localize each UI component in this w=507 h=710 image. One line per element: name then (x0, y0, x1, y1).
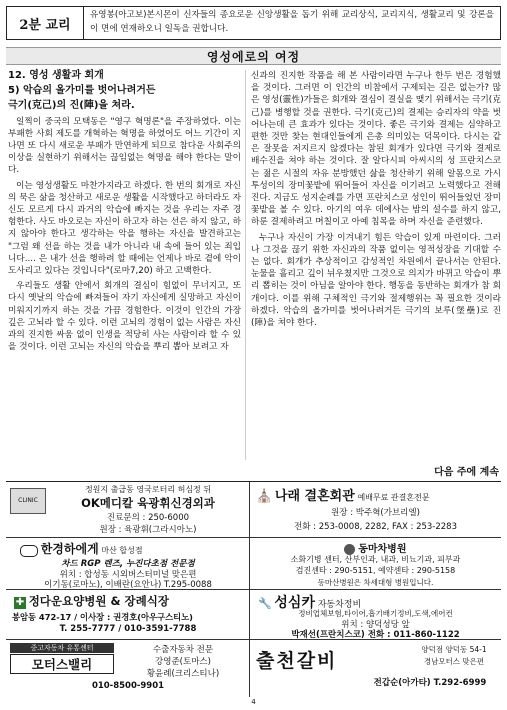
ad-person: 황윤례(크리스티나) (146, 669, 220, 679)
ad-wedding (250, 482, 501, 538)
ad-clinic (6, 482, 250, 538)
ad-person: 강영준(토마스) (155, 657, 211, 667)
article-title: 영성에로의 여정 (6, 47, 501, 65)
intro-text: 유영봉(아고보)본시몬이 신자들의 종요로운 신앙생활을 돕기 위해 교리상식, 교리지식, 생활교리 및 강론을 이 면에 연재하오니 일독을 권합니다. (90, 10, 494, 34)
subheading: 5) 악습의 올가미를 벗어나려거든 (8, 85, 156, 97)
ad-car-repair (250, 590, 501, 640)
ad-name: 정다운요양병원 & 장례식장 (28, 594, 169, 608)
ad-name: 출천갈비 (256, 650, 338, 672)
ad-location: 경남모터스 맞은편 (423, 657, 485, 666)
ad-specialty: 차드 RGP 렌즈, 누진다초점 전문점 (61, 559, 195, 569)
paragraph: 누구나 자신이 가장 이겨내기 힘든 악습이 있게 마련이다. 그러나 그것을 끊기 위한 자신과의 작품 없이는 영적성장을 기대할 수는 없다. 회개가 추상적이고 감성적인 차원에서 끝나서는 안된다. 눈물을 흘리고 깊이 뉘우쳤지만 그것으로 의지가 바뀌고 악습이 뿌리 뽑히는 것이 아님을 알아야 한다. 행동을 동반하는 회개가 참 회개이다. 이를 위해 구체적인 극기와 절제행위는 꼭 필요한 것이라 하겠다. 악습의 올가미를 벗어나려거든 극기의 보루(堡壘)로 진(陣)을 쳐야 한다. (251, 232, 501, 329)
paragraph: 이는 영성생활도 마찬가지라고 하겠다. 한 번의 회개로 자신의 묵은 삶을 청산하고 새로운 생활을 시작했다고 하더라도 자신도 모르게 다시 과거의 악습에 빠지는 것을 우리는 자주 경험한다. 사도 바오로는 자신이 하고자 하는 선은 하지 않고, 하지 않아야 한다고 생각하는 악을 행하는 자신을 발견하고는 "그럼 왜 선을 하는 것을 내가 아니라 내 속에 들어 있는 죄입니다.... 은 내가 선을 행하려 할 때에는 언제나 바로 곁에 악이 도사리고 있다는 것입니다"(로마7,20) 하고 고백한다. (8, 180, 241, 277)
glasses-icon (20, 545, 38, 557)
ad-hospital (250, 538, 501, 590)
ad-desc: 예배무료 관결혼전문 (357, 493, 430, 502)
ad-phone: 검진센타 : 290-5151, 예약센타 : 290-5158 (295, 566, 456, 575)
ad-person: 전갑순(아가타) T.292-6999 (373, 678, 487, 688)
page-number: 4 (251, 698, 256, 706)
header-box (6, 6, 501, 40)
ad-name: 동마차병원 (358, 544, 407, 555)
clinic-building-icon: CLINIC (10, 488, 46, 514)
ad-restaurant (250, 640, 501, 697)
ad-name: 한경하에게 (40, 542, 99, 556)
ad-name: 성심카 (274, 595, 315, 611)
ad-location: 위치 : 합성동 시외버스터미널 맞은편 (59, 570, 197, 580)
ad-phone: 전화 : 253-0008, 2282, FAX : 253-2283 (294, 522, 457, 532)
ad-slogan: 동마산병원은 차세대형 병원입니다. (317, 578, 434, 587)
subheading-2: 극기(克己)의 진(陣)을 쳐라. (8, 100, 135, 112)
ad-name: 모터스밸리 (10, 654, 114, 674)
paragraph: 일찍이 중국의 모택동은 "영구 혁명론"을 주장하였다. 이는 부패한 사회 제도를 개혁하는 혁명을 하였어도 어느 기간이 지나면 또 다시 새로운 부패가 만연하게 되므로 참다운 사회주의 이상을 실현하기 위해서는 끊임없는 혁명을 해야 한다는 말이다. (8, 116, 241, 176)
hospital-cross-icon: ✚ (15, 596, 25, 608)
ad-phone: 진료문의 : 250-6000 (106, 513, 190, 523)
continued-note: 다음 주에 계속 (434, 467, 499, 478)
article-left-column (8, 70, 241, 356)
ad-services: 정비업체보험,타이어,흡기배기정비,도색,에어컨 (298, 609, 453, 618)
church-icon: ⛪ (256, 489, 273, 504)
ad-specialty: 수출자동차 전문 (152, 645, 214, 655)
ad-label: 중고자동차 유통센터 (10, 643, 114, 653)
ad-location: 정원지 출급동 영국로터리 허심정 뒤 (84, 485, 212, 494)
ads-section (6, 481, 501, 697)
ad-person: 원장 : 육광휘(그라시아노) (99, 525, 197, 535)
ad-name: 나래 결혼회관 (274, 489, 355, 504)
ad-address: 봉암동 472-17 / 이사장 : 권경호(아우구스티노) (12, 612, 193, 622)
ad-person: 이기동(로마노), 이배란(요안나) T.295-0088 (44, 580, 212, 590)
ad-category: 자동차정비 (317, 600, 362, 610)
column-divider (245, 70, 246, 460)
article-right-column (251, 70, 501, 332)
section-badge: 2분 교리 (7, 7, 84, 39)
paragraph: 우리들도 생활 안에서 회개의 결심이 힘없이 무너지고, 또 다시 옛날의 악습에 빠져들어 자기 자신에게 실망하고 자신이 미워지기까지 하는 것을 가끔 경험한다. 이것이 인간의 가장 깊은 고뇌라 할 수 있다. 이런 고뇌의 경험이 없는 사람은 자신과의 진지한 싸움 없이 인생을 적당히 사는 사람이라 할 수 있을 것이다. 이런 고뇌는 자신의 악습을 뿌리 뽑아 보려고 자 (8, 281, 241, 353)
ad-nursing-hospital (6, 590, 250, 640)
ad-name: OK메디칼 육광휘신경외과 (81, 496, 215, 510)
section-heading: 12. 영성 생활과 회개 (8, 70, 104, 81)
ad-branch: 양덕점 양덕동 54-1 (421, 645, 487, 654)
ad-person: 원장 : 박주혁(가브리엘) (331, 508, 420, 518)
ad-location: 위치 : 양덕성당 앞 (341, 620, 410, 630)
ad-used-cars (6, 640, 250, 697)
ad-optical (6, 538, 250, 590)
ad-departments: 소화기병 센터, 산부인과, 내과, 비뇨기과, 피부과 (290, 555, 461, 564)
ad-phone: 010-8500-9901 (91, 681, 165, 691)
paragraph: 신과의 진지한 작품을 해 본 사람이라면 누구나 한두 번은 경험했을 것이다. 그러면 이 인간의 비참에서 구제되는 길은 없는가? 많은 영성(靈性)가들은 회개와 결심이 결실을 맺기 위해서는 극기(克己)를 병행할 것을 권한다. 극기(克己)의 결제는 승리자의 약을 벗어나는데 큰 효과가 있다는 것이다. 좋은 극기와 결제는 심약하고 편한 것만 찾는 현대인들에게 은총 의미있는 덕목이다. 다시는 같은 잘못을 저지르지 않겠다는 참된 회개가 있다면 극기와 결제로 배수진을 쳐야 하는 것이다. 잘 알다시피 아씨시의 성 프란치스코는 젊은 시절의 자유 분방했던 삶을 청산하기 위해 알몸으로 가시투성이의 장미꽃밭에 뛰어들어 자신을 이기려고 노력했다고 전해진다. 지금도 성지순례를 가면 프란치스코 성인이 뛰어들었던 장미꽃밭을 볼 수 있다. 아기의 여우 데에사는 밤의 설수를 하지 않고, 하룬 결제하려고 며칠이고 아예 침목을 하며 자신을 준련했다. (251, 71, 501, 228)
ad-person: 박재선(프란치스코) 전화 : 011-860-1122 (291, 630, 460, 640)
wrench-icon: 🔧 (258, 597, 272, 610)
ad-branch: 마산 합성점 (101, 546, 143, 555)
ad-phone: T. 255-7777 / 010-3591-7788 (59, 624, 197, 634)
